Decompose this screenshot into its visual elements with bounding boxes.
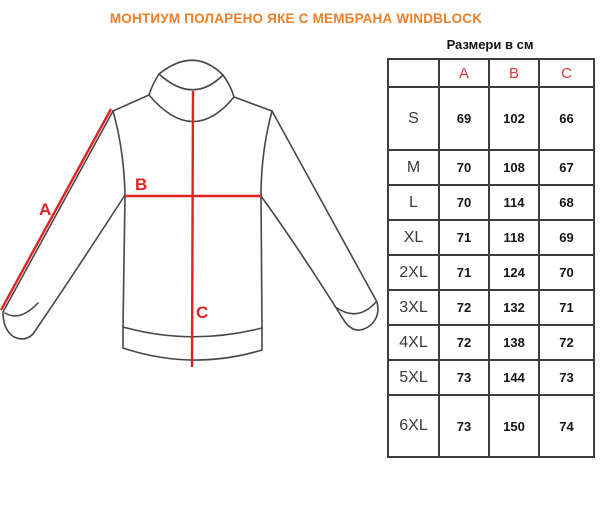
table-row: [388, 255, 594, 290]
left-sleeve-outline: [3, 111, 125, 339]
table-row: [388, 325, 594, 360]
measure-label-c: C: [196, 303, 209, 322]
value-cell-c: 73: [539, 360, 594, 395]
left-cuff-seam: [5, 303, 38, 316]
size-cell: 2XL: [388, 255, 439, 290]
size-cell: 6XL: [388, 395, 439, 457]
value-cell-b: 114: [489, 185, 539, 220]
table-row: [388, 290, 594, 325]
value-cell-a: 70: [439, 185, 489, 220]
table-row: [388, 150, 594, 185]
value-cell-c: 67: [539, 150, 594, 185]
header-col-a: A: [439, 59, 489, 87]
value-cell-c: 71: [539, 290, 594, 325]
size-cell: M: [388, 150, 439, 185]
value-cell-a: 71: [439, 220, 489, 255]
size-cell: 4XL: [388, 325, 439, 360]
table-row: [388, 360, 594, 395]
value-cell-a: 71: [439, 255, 489, 290]
table-caption: Размери в см: [446, 37, 534, 52]
value-cell-b: 124: [489, 255, 539, 290]
size-table: [387, 58, 595, 458]
header-empty-cell: [388, 59, 439, 87]
value-cell-c: 69: [539, 220, 594, 255]
value-cell-c: 66: [539, 87, 594, 150]
table-row: [388, 185, 594, 220]
value-cell-c: 70: [539, 255, 594, 290]
value-cell-b: 138: [489, 325, 539, 360]
value-cell-b: 102: [489, 87, 539, 150]
size-cell: 3XL: [388, 290, 439, 325]
length-measure-line-c: [192, 91, 193, 367]
value-cell-b: 118: [489, 220, 539, 255]
sleeve-measure-line-a: [1, 109, 111, 310]
collar-outline: [149, 60, 234, 121]
value-cell-b: 144: [489, 360, 539, 395]
right-sleeve-outline: [261, 111, 378, 330]
value-cell-a: 73: [439, 395, 489, 457]
size-cell: L: [388, 185, 439, 220]
value-cell-a: 69: [439, 87, 489, 150]
table-row: [388, 220, 594, 255]
value-cell-b: 108: [489, 150, 539, 185]
size-cell: XL: [388, 220, 439, 255]
page-title: МОНТИУМ ПОЛАРЕНО ЯКЕ С МЕМБРАНА WINDBLOCK: [109, 11, 483, 26]
value-cell-b: 132: [489, 290, 539, 325]
table-header-row: [388, 59, 594, 87]
value-cell-c: 68: [539, 185, 594, 220]
value-cell-a: 70: [439, 150, 489, 185]
value-cell-c: 74: [539, 395, 594, 457]
size-cell: 5XL: [388, 360, 439, 395]
size-cell: S: [388, 87, 439, 150]
table-row: [388, 87, 594, 150]
value-cell-b: 150: [489, 395, 539, 457]
measure-label-b: B: [135, 175, 148, 194]
table-row: [388, 395, 594, 457]
value-cell-a: 72: [439, 325, 489, 360]
measure-label-a: A: [39, 200, 52, 219]
right-cuff-seam: [337, 302, 376, 314]
value-cell-a: 73: [439, 360, 489, 395]
value-cell-a: 72: [439, 290, 489, 325]
value-cell-c: 72: [539, 325, 594, 360]
header-col-c: C: [539, 59, 594, 87]
header-col-b: B: [489, 59, 539, 87]
